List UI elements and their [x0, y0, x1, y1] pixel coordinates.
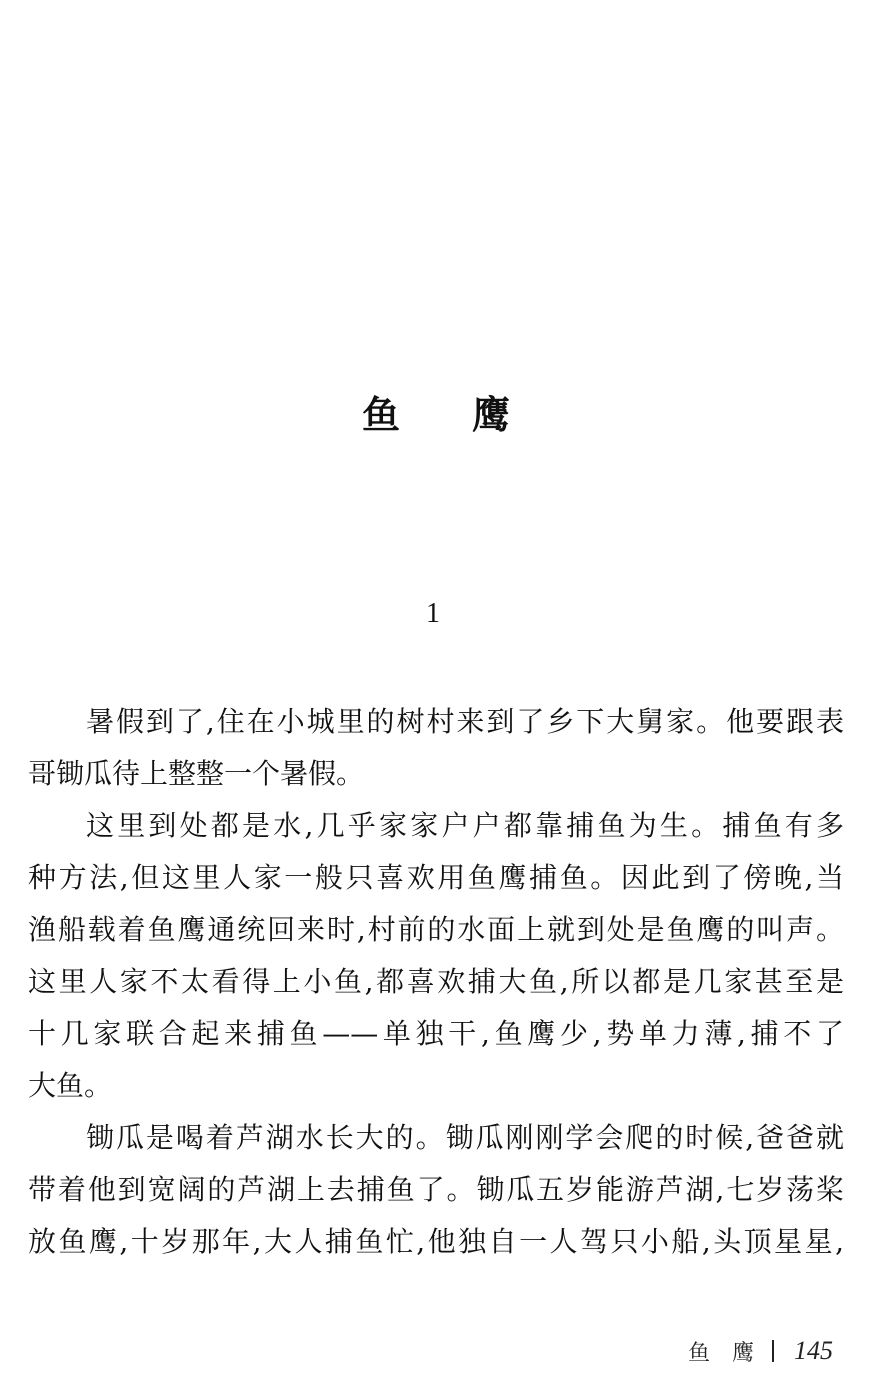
- footer-divider: [772, 1340, 774, 1362]
- page-footer: [688, 1333, 833, 1369]
- running-title: [688, 1336, 754, 1367]
- text-line: 哥锄瓜待上整整一个暑假。: [28, 757, 365, 790]
- text-line: 十几家联合起来捕鱼——单独干,鱼鹰少,势单力薄,捕不了: [28, 1017, 844, 1050]
- page-number: 145: [794, 1336, 834, 1365]
- running-title-char: 鹰: [732, 1340, 755, 1366]
- text-line: 带着他到宽阔的芦湖上去捕鱼了。锄瓜五岁能游芦湖,七岁荡桨: [28, 1173, 844, 1206]
- chapter-title: [0, 384, 872, 439]
- text-line: 大鱼。: [28, 1069, 113, 1102]
- text-line: 渔船载着鱼鹰通统回来时,村前的水面上就到处是鱼鹰的叫声。: [28, 913, 844, 946]
- text-line: 这里到处都是水,几乎家家户户都靠捕鱼为生。捕鱼有多: [86, 809, 844, 842]
- text-line: 放鱼鹰,十岁那年,大人捕鱼忙,他独自一人驾只小船,头顶星星,: [28, 1225, 844, 1258]
- text-line: 锄瓜是喝着芦湖水长大的。锄瓜刚刚学会爬的时候,爸爸就: [86, 1121, 844, 1154]
- running-title-char: 鱼: [688, 1340, 711, 1366]
- section-number: 1: [426, 598, 440, 629]
- text-line: 暑假到了,住在小城里的树村来到了乡下大舅家。他要跟表: [86, 705, 844, 738]
- chapter-title-char: 鹰: [472, 392, 511, 437]
- chapter-title-char: 鱼: [361, 392, 400, 437]
- text-line: 这里人家不太看得上小鱼,都喜欢捕大鱼,所以都是几家甚至是: [28, 965, 844, 998]
- text-line: 种方法,但这里人家一般只喜欢用鱼鹰捕鱼。因此到了傍晚,当: [28, 861, 844, 894]
